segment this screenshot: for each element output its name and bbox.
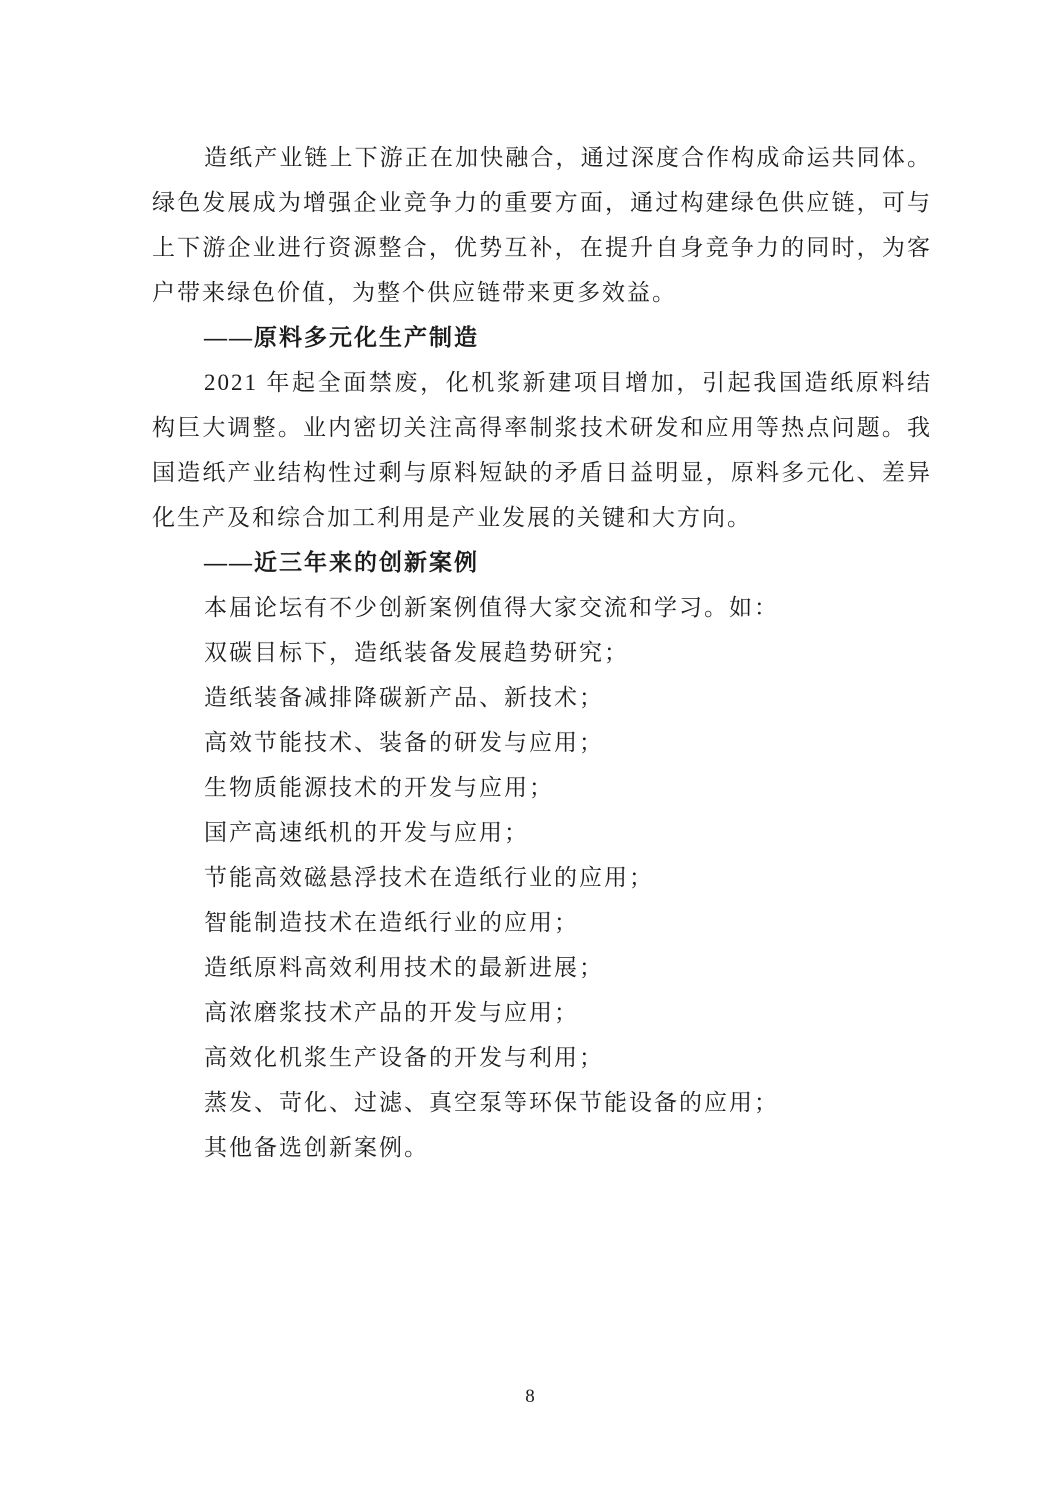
paragraph-raw-material: 2021 年起全面禁废，化机浆新建项目增加，引起我国造纸原料结构巨大调整。业内密切关注高得率制浆技术研发和应用等热点问题。我国造纸产业结构性过剩与原料短缺的矛盾日益明显，原料多元化、差异化生产及和综合加工利用是产业发展的关键和大方向。 xyxy=(152,370,932,530)
case-item: 高效节能技术、装备的研发与应用； xyxy=(204,730,604,755)
case-item: 高浓磨浆技术产品的开发与应用； xyxy=(204,1000,579,1025)
case-item: 生物质能源技术的开发与应用； xyxy=(204,775,554,800)
document-body xyxy=(152,135,932,1170)
case-item: 双碳目标下，造纸装备发展趋势研究； xyxy=(204,640,629,665)
case-item: 智能制造技术在造纸行业的应用； xyxy=(204,910,579,935)
case-item: 造纸原料高效利用技术的最新进展； xyxy=(204,955,604,980)
case-item: 节能高效磁悬浮技术在造纸行业的应用； xyxy=(204,865,654,890)
paragraph-industry-chain: 造纸产业链上下游正在加快融合，通过深度合作构成命运共同体。绿色发展成为增强企业竞争力的重要方面，通过构建绿色供应链，可与上下游企业进行资源整合，优势互补，在提升自身竞争力的同时，为客户带来绿色价值，为整个供应链带来更多效益。 xyxy=(152,145,932,305)
case-item: 蒸发、苛化、过滤、真空泵等环保节能设备的应用； xyxy=(204,1090,779,1115)
page-number: 8 xyxy=(525,1386,535,1407)
heading-raw-material-diversification: ——原料多元化生产制造 xyxy=(204,325,479,350)
heading-innovation-cases: ——近三年来的创新案例 xyxy=(204,550,479,575)
case-item: 国产高速纸机的开发与应用； xyxy=(204,820,529,845)
case-item: 造纸装备减排降碳新产品、新技术； xyxy=(204,685,604,710)
case-item: 其他备选创新案例。 xyxy=(204,1135,429,1160)
case-item: 高效化机浆生产设备的开发与利用； xyxy=(204,1045,604,1070)
innovation-cases-intro: 本届论坛有不少创新案例值得大家交流和学习。如： xyxy=(204,595,779,620)
